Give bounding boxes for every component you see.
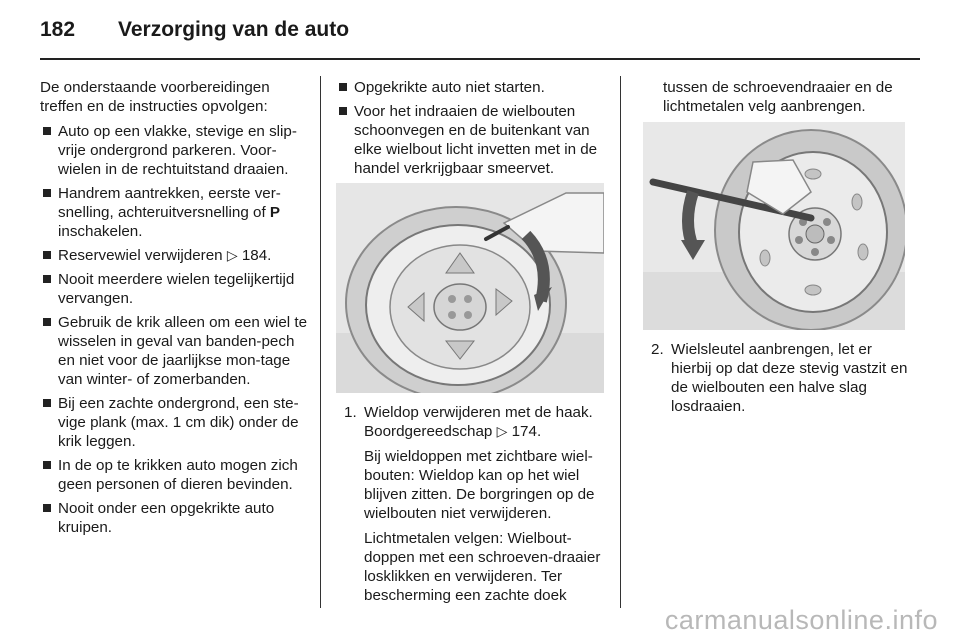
continuation-text: tussen de schroevendraaier en de lichtmetalen velg aanbrengen. — [663, 79, 893, 115]
list-item: Handrem aantrekken, eerste ver-snelling, achteruitversnelling of P inschakelen. — [40, 184, 308, 241]
list-item: Voor het indraaien de wielbouten schoonvegen en de buitenkant van elke wielbout licht invetten met in de handel verkrijgbaar smeervet. — [336, 102, 604, 178]
bullet-square-icon — [339, 83, 347, 91]
bullet-square-icon — [43, 399, 51, 407]
column-middle — [336, 78, 604, 611]
page-title: Verzorging van de auto — [118, 18, 350, 41]
bullet-square-icon — [43, 318, 51, 326]
xref-arrow-icon: ▷ — [496, 423, 508, 439]
list-item: Bij een zachte ondergrond, een ste-vige plank (max. 1 cm dik) onder de krik leggen. — [40, 394, 308, 451]
list-item: Opgekrikte auto niet starten. — [336, 78, 604, 97]
list-item: Nooit meerdere wielen tegelijkertijd vervangen. — [40, 270, 308, 308]
list-item: Nooit onder een opgekrikte auto kruipen. — [40, 499, 308, 537]
preparation-list — [40, 122, 308, 537]
column-divider — [620, 76, 621, 608]
watermark: carmanualsonline.info — [664, 605, 938, 635]
list-item: Gebruik de krik alleen om een wiel te wisselen in geval van banden-pech en niet voor de jaarlijkse mon-tage van winter- of zomerbanden. — [40, 313, 308, 389]
page-header — [40, 18, 920, 60]
intro-text: De onderstaande voorbereidingen treffen en de instructies opvolgen: — [40, 79, 270, 115]
column-divider — [320, 76, 321, 608]
bullet-square-icon — [43, 189, 51, 197]
warning-list — [336, 78, 604, 178]
column-left — [40, 78, 308, 542]
step-number: 2. — [651, 341, 664, 358]
bullet-square-icon — [43, 275, 51, 283]
step-1-note-alloy: Lichtmetalen velgen: Wielbout-doppen met een schroeven-draaier losklikken en verwijderen. Ter bescherming een zachte doek — [364, 530, 601, 604]
step-number: 1. — [344, 404, 357, 421]
gear-p-label: P — [269, 204, 281, 221]
wheel-wrench-illustration — [643, 122, 905, 330]
bullet-square-icon — [43, 127, 51, 135]
bullet-square-icon — [339, 107, 347, 115]
bullet-square-icon — [43, 461, 51, 469]
list-item: Auto op een vlakke, stevige en slip-vrije ondergrond parkeren. Voor-wielen in de rechtuitstand draaien. — [40, 122, 308, 179]
xref-link[interactable]: 184. — [241, 247, 272, 264]
xref-link[interactable]: 174. — [511, 423, 542, 440]
bullet-square-icon — [43, 504, 51, 512]
step-1-note-visible-bolts: Bij wieldoppen met zichtbare wiel-bouten: Wieldop kan op het wiel blijven zitten. De borgringen op de wielbouten niet verwijderen. — [364, 448, 595, 522]
step-2: 2. Wielsleutel aanbrengen, let er hierbij op dat deze stevig vastzit en de wielbouten een halve slag losdraaien. — [651, 341, 908, 415]
xref-arrow-icon: ▷ — [226, 247, 238, 263]
page-number: 182 — [40, 18, 76, 41]
column-right — [643, 78, 913, 422]
step-1: 1. Wieldop verwijderen met de haak. Boordgereedschap ▷ 174. — [344, 404, 593, 440]
list-item: In de op te krikken auto mogen zich geen personen of dieren bevinden. — [40, 456, 308, 494]
bullet-square-icon — [43, 251, 51, 259]
hubcap-removal-illustration — [336, 183, 604, 393]
list-item: Reservewiel verwijderen ▷ 184. — [40, 246, 308, 265]
